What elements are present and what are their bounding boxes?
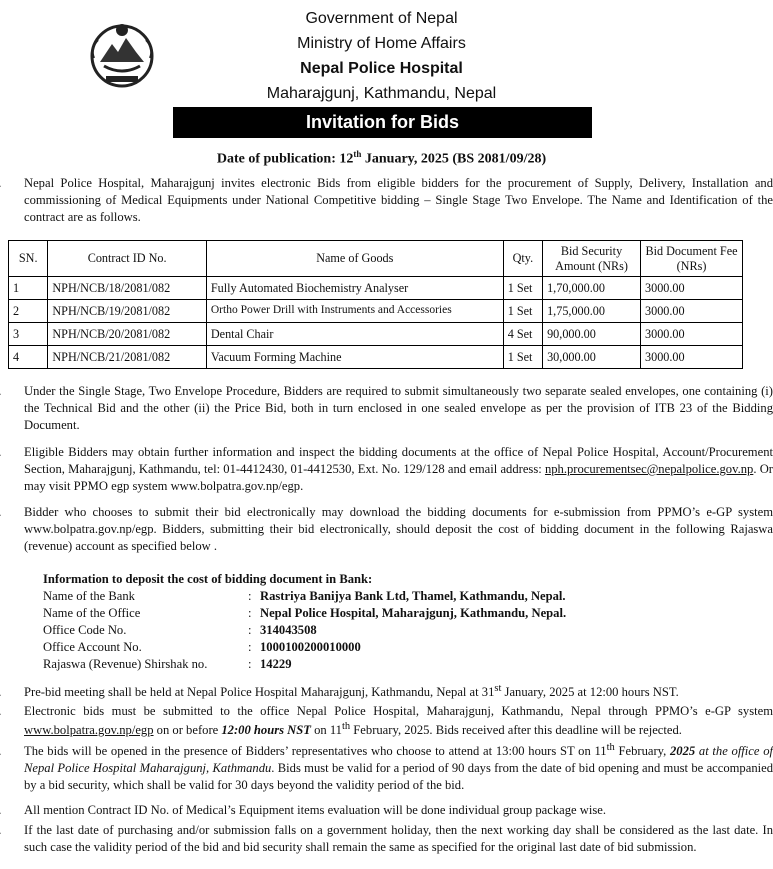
paragraph-2: Under the Single Stage, Two Envelope Procedure, Bidders are required to submit simultaneously two separate sealed envelopes, one containing (i) the Technical Bid and the other (ii) the Price Bid, both in turn enclosed in one sealed envelope as per the provision of ITB 23 of the Bidding Document. — [24, 384, 773, 432]
paragraph-9: If the last date of purchasing and/or submission falls on a government holiday, then the next working day shall be considered as the last date. In such case the validity period of the bid and bid security shall remain the same as specified for the original last date of bid submission. — [24, 823, 773, 854]
bank-row: Name of the Office : Nepal Police Hospital, Maharajgunj, Kathmandu, Nepal. — [43, 606, 567, 620]
paragraph-3: Eligible Bidders may obtain further information and inspect the bidding documents at the office of Nepal Police Hospital, Account/Procurement Section, Maharajgunj, Kathmandu, tel: 01-4412430, 01-4412530, Ext. No. 129/128 and email address: nph.procurementsec@nepalpolice.gov.np. Or may visit PPMO egp system www.bolpatra.gov.np/egp. — [24, 445, 773, 493]
cell-contract-id: NPH/NCB/20/2081/082 — [48, 323, 207, 346]
cell-sn: 2 — [9, 300, 48, 323]
ministry-title: Ministry of Home Affairs — [297, 35, 466, 52]
cell-qty: 1 Set — [503, 300, 542, 323]
hospital-address: Maharajgunj, Kathmandu, Nepal — [266, 85, 497, 102]
cell-qty: 4 Set — [503, 323, 542, 346]
cell-contract-id: NPH/NCB/21/2081/082 — [48, 346, 207, 369]
cell-doc-fee: 3000.00 — [641, 346, 743, 369]
cell-qty: 1 Set — [503, 277, 542, 300]
paragraph-5: Pre-bid meeting shall be held at Nepal Police Hospital Maharajgunj, Kathmandu, Nepal at 31st January, 2025 at 12:00 hours NST. — [24, 683, 679, 700]
government-title: Government of Nepal — [305, 10, 458, 27]
cell-sn: 4 — [9, 346, 48, 369]
cell-doc-fee: 3000.00 — [641, 277, 743, 300]
cell-goods: Vacuum Forming Machine — [206, 346, 503, 369]
paragraph-6: Electronic bids must be submitted to the office Nepal Police Hospital, Maharajgunj, Kathmandu, Nepal through PPMO’s e-GP system www.bolpatra.gov.np/egp on or before 12:00 hours NST on 11th February, 2025. Bids received after this deadline will be rejected. — [24, 704, 773, 738]
cell-bid-security: 90,000.00 — [543, 323, 641, 346]
bank-row: Office Code No. : 314043508 — [43, 623, 317, 637]
cell-sn: 3 — [9, 323, 48, 346]
table-header-row — [9, 241, 743, 277]
bank-row: Name of the Bank : Rastriya Banijya Bank Ltd, Thamel, Kathmandu, Nepal. — [43, 589, 566, 603]
bank-row: Office Account No. : 1000100200010000 — [43, 640, 361, 654]
cell-goods: Dental Chair — [206, 323, 503, 346]
cell-bid-security: 1,70,000.00 — [543, 277, 641, 300]
paragraph-4: Bidder who chooses to submit their bid electronically may download the bidding documents for e-submission from PPMO’s e-GP system www.bolpatra.gov.np/egp. Bidders, submitting their bid electronically, should deposit the cost of bidding document in the following Rajaswa (revenue) account as specified below . — [24, 505, 773, 553]
paragraph-8: All mention Contract ID No. of Medical’s Equipment items evaluation will be done individual group package wise. — [24, 803, 606, 817]
col-contract-id: Contract ID No. — [48, 241, 207, 277]
bank-info-title: Information to deposit the cost of bidding document in Bank: — [43, 572, 373, 586]
table-row — [9, 323, 743, 346]
contracts-table — [8, 240, 743, 369]
col-sn: SN. — [9, 241, 48, 277]
col-doc-fee: Bid Document Fee (NRs) — [641, 241, 743, 277]
notice-banner: Invitation for Bids — [173, 107, 592, 138]
cell-doc-fee: 3000.00 — [641, 323, 743, 346]
col-goods: Name of Goods — [206, 241, 503, 277]
paragraph-7: The bids will be opened in the presence of Bidders’ representatives who choose to attend at 13:00 hours ST on 11th February, 2025 at the office of Nepal Police Hospital Maharajgunj, Kathmandu. Bids must be valid for a period of 90 days from the date of bid opening and must be accompanied by a bid security, which shall be valid for 30 days beyond the validity period of the bid. — [24, 742, 773, 793]
cell-doc-fee: 3000.00 — [641, 300, 743, 323]
cell-contract-id: NPH/NCB/19/2081/082 — [48, 300, 207, 323]
cell-goods: Ortho Power Drill with Instruments and Accessories — [206, 300, 503, 323]
paragraph-1: Nepal Police Hospital, Maharajgunj invites electronic Bids from eligible bidders for the procurement of Supply, Delivery, Installation and commissioning of Medical Equipments under National Competitive bidding – Single Stage Two Envelope. The Name and Identification of the contract are as follows. — [24, 176, 773, 224]
col-bid-security: Bid Security Amount (NRs) — [543, 241, 641, 277]
table-row — [9, 277, 743, 300]
cell-bid-security: 30,000.00 — [543, 346, 641, 369]
table-row — [9, 346, 743, 369]
cell-contract-id: NPH/NCB/18/2081/082 — [48, 277, 207, 300]
bank-info — [43, 571, 743, 673]
col-qty: Qty. — [503, 241, 542, 277]
hospital-title: Nepal Police Hospital — [300, 60, 463, 77]
table-row — [9, 300, 743, 323]
bolpatra-link[interactable]: www.bolpatra.gov.np/egp — [24, 723, 154, 738]
procurement-email-link[interactable]: nph.procurementsec@nepalpolice.gov.np — [544, 462, 754, 476]
cell-bid-security: 1,75,000.00 — [543, 300, 641, 323]
publication-date: Date of publication: 12th January, 2025 (BS 2081/09/28) — [216, 149, 547, 167]
cell-goods: Fully Automated Biochemistry Analyser — [206, 277, 503, 300]
cell-qty: 1 Set — [503, 346, 542, 369]
cell-sn: 1 — [9, 277, 48, 300]
bank-row: Rajaswa (Revenue) Shirshak no. : 14229 — [43, 657, 292, 671]
